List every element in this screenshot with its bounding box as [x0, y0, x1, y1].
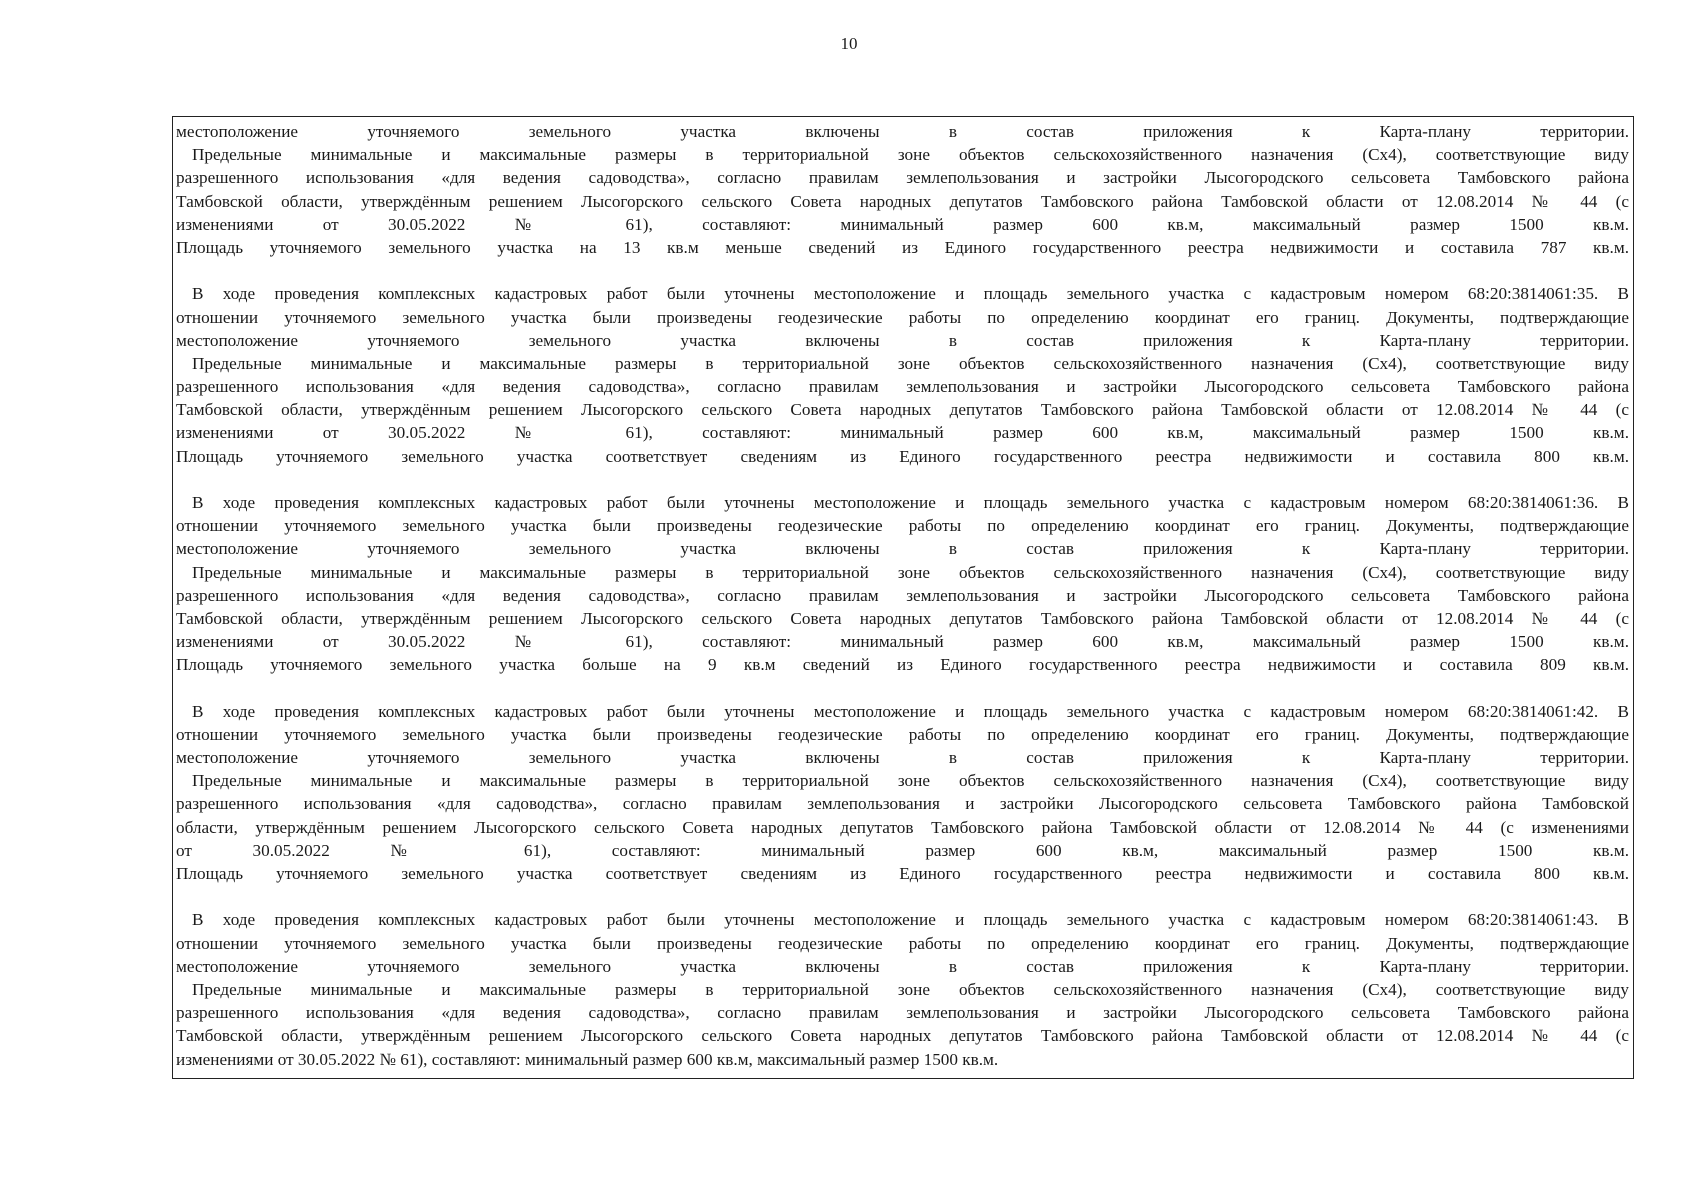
- text-frame: [172, 116, 1634, 1079]
- text-line: Тамбовской области, утверждённым решением Лысогорского сельского Совета народных депутатов Тамбовского района Тамбовской области от 12.08.2014 № 44 (с: [176, 1026, 1629, 1046]
- text-line: отношении уточняемого земельного участка были произведены геодезические работы по определению координат его границ. Документы, подтверждающие: [176, 724, 1629, 744]
- text-line: В ходе проведения комплексных кадастровых работ были уточнены местоположение и площадь земельного участка с кадастровым номером 68:20:3814061:43. В: [192, 910, 1629, 930]
- text-line: Предельные минимальные и максимальные размеры в территориальной зоне объектов сельскохозяйственного назначения (Сх4), соответствующие виду: [192, 979, 1629, 999]
- text-line: Предельные минимальные и максимальные размеры в территориальной зоне объектов сельскохозяйственного назначения (Сх4), соответствующие виду: [192, 771, 1629, 791]
- text-line: В ходе проведения комплексных кадастровых работ были уточнены местоположение и площадь земельного участка с кадастровым номером 68:20:3814061:42. В: [192, 701, 1629, 721]
- text-line: Тамбовской области, утверждённым решением Лысогорского сельского Совета народных депутатов Тамбовского района Тамбовской области от 12.08.2014 № 44 (с: [176, 608, 1629, 628]
- text-line: местоположение уточняемого земельного участка включены в состав приложения к Карта-плану территории.: [176, 956, 1629, 976]
- text-line: Площадь уточняемого земельного участка соответствует сведениям из Единого государственного реестра недвижимости и составила 800 кв.м.: [176, 446, 1629, 466]
- text-line: Предельные минимальные и максимальные размеры в территориальной зоне объектов сельскохозяйственного назначения (Сх4), соответствующие виду: [192, 562, 1629, 582]
- text-line: Площадь уточняемого земельного участка на 13 кв.м меньше сведений из Единого государственного реестра недвижимости и составила 787 кв.м.: [176, 237, 1629, 257]
- text-line: Площадь уточняемого земельного участка соответствует сведениям из Единого государственного реестра недвижимости и составила 800 кв.м.: [176, 864, 1629, 883]
- text-line: от 30.05.2022 № 61), составляют: минимальный размер 600 кв.м, максимальный размер 1500 кв.м.: [176, 840, 1629, 860]
- text-line: разрешенного использования «для садоводства», согласно правилам землепользования и застройки Лысогородского сельсовета Тамбовского района Тамбовской: [176, 794, 1629, 814]
- text-line: разрешенного использования «для ведения садоводства», согласно правилам землепользования и застройки Лысогородского сельсовета Тамбовского района: [176, 1003, 1629, 1023]
- text-line: Тамбовской области, утверждённым решением Лысогорского сельского Совета народных депутатов Тамбовского района Тамбовской области от 12.08.2014 № 44 (с: [176, 400, 1629, 420]
- text-line: Предельные минимальные и максимальные размеры в территориальной зоне объектов сельскохозяйственного назначения (Сх4), соответствующие виду: [192, 353, 1629, 373]
- page-number: 10: [840, 34, 858, 53]
- text-line: местоположение уточняемого земельного участка включены в состав приложения к Карта-плану территории.: [176, 122, 1629, 141]
- text-line: отношении уточняемого земельного участка были произведены геодезические работы по определению координат его границ. Документы, подтверждающие: [176, 307, 1629, 327]
- paragraph-gap: [176, 259, 1629, 282]
- paragraph-gap: [176, 885, 1629, 908]
- text-line: разрешенного использования «для ведения садоводства», согласно правилам землепользования и застройки Лысогородского сельсовета Тамбовского района: [176, 377, 1629, 397]
- text-line: местоположение уточняемого земельного участка включены в состав приложения к Карта-плану территории.: [176, 748, 1629, 768]
- text-line: В ходе проведения комплексных кадастровых работ были уточнены местоположение и площадь земельного участка с кадастровым номером 68:20:3814061:35. В: [192, 284, 1629, 304]
- text-line: Тамбовской области, утверждённым решением Лысогорского сельского Совета народных депутатов Тамбовского района Тамбовской области от 12.08.2014 № 44 (с: [176, 191, 1629, 211]
- text-line: отношении уточняемого земельного участка были произведены геодезические работы по определению координат его границ. Документы, подтверждающие: [176, 516, 1629, 536]
- text-line: изменениями от 30.05.2022 № 61), составляют: минимальный размер 600 кв.м, максимальный размер 1500 кв.м.: [176, 1049, 999, 1069]
- text-line: области, утверждённым решением Лысогорского сельского Совета народных депутатов Тамбовского района Тамбовской области от 12.08.2014 № 44 (с изменениями: [176, 817, 1629, 837]
- text-line: изменениями от 30.05.2022 № 61), составляют: минимальный размер 600 кв.м, максимальный размер 1500 кв.м.: [176, 423, 1629, 443]
- text-line: В ходе проведения комплексных кадастровых работ были уточнены местоположение и площадь земельного участка с кадастровым номером 68:20:3814061:36. В: [192, 493, 1629, 512]
- text-line: разрешенного использования «для ведения садоводства», согласно правилам землепользования и застройки Лысогородского сельсовета Тамбовского района: [176, 585, 1629, 605]
- paragraph-gap: [176, 468, 1629, 491]
- text-line: изменениями от 30.05.2022 № 61), составляют: минимальный размер 600 кв.м, максимальный размер 1500 кв.м.: [176, 632, 1629, 652]
- text-line: Предельные минимальные и максимальные размеры в территориальной зоне объектов сельскохозяйственного назначения (Сх4), соответствующие виду: [192, 145, 1629, 165]
- paragraph-gap: [176, 677, 1629, 700]
- text-line: разрешенного использования «для ведения садоводства», согласно правилам землепользования и застройки Лысогородского сельсовета Тамбовского района: [176, 168, 1629, 188]
- text-line: изменениями от 30.05.2022 № 61), составляют: минимальный размер 600 кв.м, максимальный размер 1500 кв.м.: [176, 214, 1629, 234]
- text-line: местоположение уточняемого земельного участка включены в состав приложения к Карта-плану территории.: [176, 539, 1629, 559]
- text-line: отношении уточняемого земельного участка были произведены геодезические работы по определению координат его границ. Документы, подтверждающие: [176, 933, 1629, 953]
- text-line: Площадь уточняемого земельного участка больше на 9 кв.м сведений из Единого государственного реестра недвижимости и составила 809 кв.м.: [176, 655, 1629, 675]
- text-line: местоположение уточняемого земельного участка включены в состав приложения к Карта-плану территории.: [176, 330, 1629, 350]
